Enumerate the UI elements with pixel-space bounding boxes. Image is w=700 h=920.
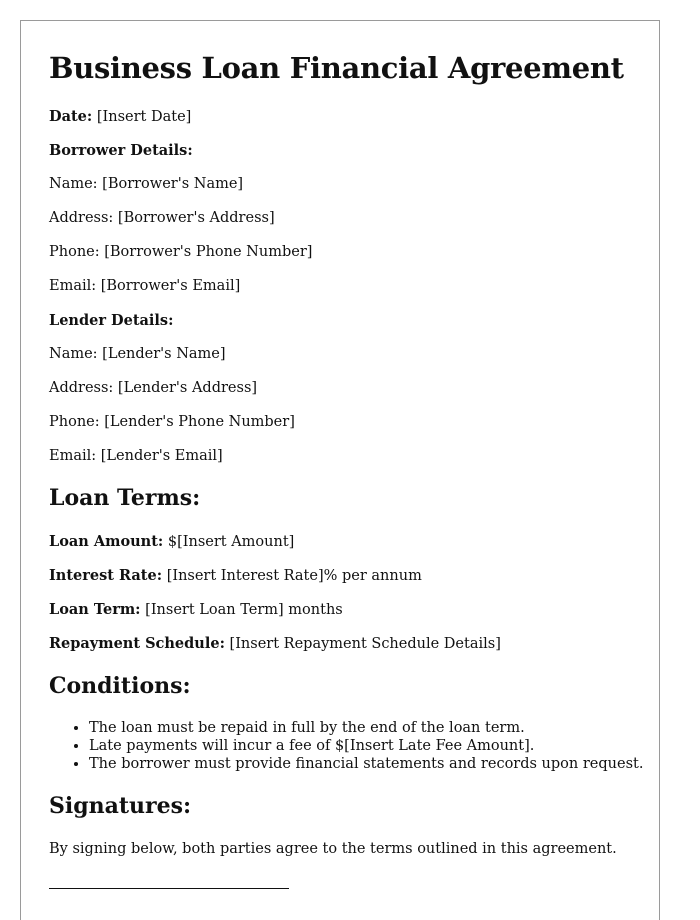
- repayment-schedule-line: [49, 635, 501, 652]
- signature-line: [49, 888, 289, 889]
- list-item: • Late payments will incur a fee of $[Insert Late Fee Amount].: [89, 737, 643, 755]
- signatures-statement: By signing below, both parties agree to the terms outlined in this agreement.: [49, 841, 617, 857]
- date-line: [49, 108, 191, 125]
- document-title: Business Loan Financial Agreement: [49, 51, 624, 85]
- lender-name: Name: [Lender's Name]: [49, 346, 226, 362]
- loan-term-line: [49, 601, 343, 618]
- date-value: [Insert Date]: [96, 109, 192, 125]
- list-item: • The borrower must provide financial statements and records upon request.: [89, 755, 643, 773]
- list-item: • The loan must be repaid in full by the end of the loan term.: [89, 719, 643, 737]
- conditions-list: [49, 719, 643, 773]
- agreement-document: [20, 20, 660, 920]
- repayment-schedule-label: Repayment Schedule:: [49, 635, 225, 652]
- lender-email: Email: [Lender's Email]: [49, 448, 223, 464]
- loan-term-value: [Insert Loan Term] months: [145, 602, 343, 618]
- borrower-phone: Phone: [Borrower's Phone Number]: [49, 244, 313, 260]
- signatures-heading: Signatures:: [49, 793, 192, 819]
- loan-term-label: Loan Term:: [49, 601, 141, 618]
- loan-amount-value: $[Insert Amount]: [167, 534, 295, 550]
- lender-heading: Lender Details:: [49, 312, 174, 329]
- lender-address: Address: [Lender's Address]: [49, 380, 258, 396]
- loan-amount-label: Loan Amount:: [49, 533, 164, 550]
- repayment-schedule-value: [Insert Repayment Schedule Details]: [229, 636, 501, 652]
- interest-rate-value: [Insert Interest Rate]% per annum: [166, 568, 422, 584]
- loan-amount-line: [49, 533, 294, 550]
- conditions-heading: Conditions:: [49, 673, 191, 699]
- loan-terms-heading: Loan Terms:: [49, 485, 201, 511]
- borrower-heading: Borrower Details:: [49, 142, 193, 159]
- lender-phone: Phone: [Lender's Phone Number]: [49, 414, 295, 430]
- borrower-name: Name: [Borrower's Name]: [49, 176, 244, 192]
- interest-rate-label: Interest Rate:: [49, 567, 163, 584]
- interest-rate-line: [49, 567, 422, 584]
- borrower-address: Address: [Borrower's Address]: [49, 210, 275, 226]
- date-label: Date:: [49, 108, 93, 125]
- borrower-email: Email: [Borrower's Email]: [49, 278, 241, 294]
